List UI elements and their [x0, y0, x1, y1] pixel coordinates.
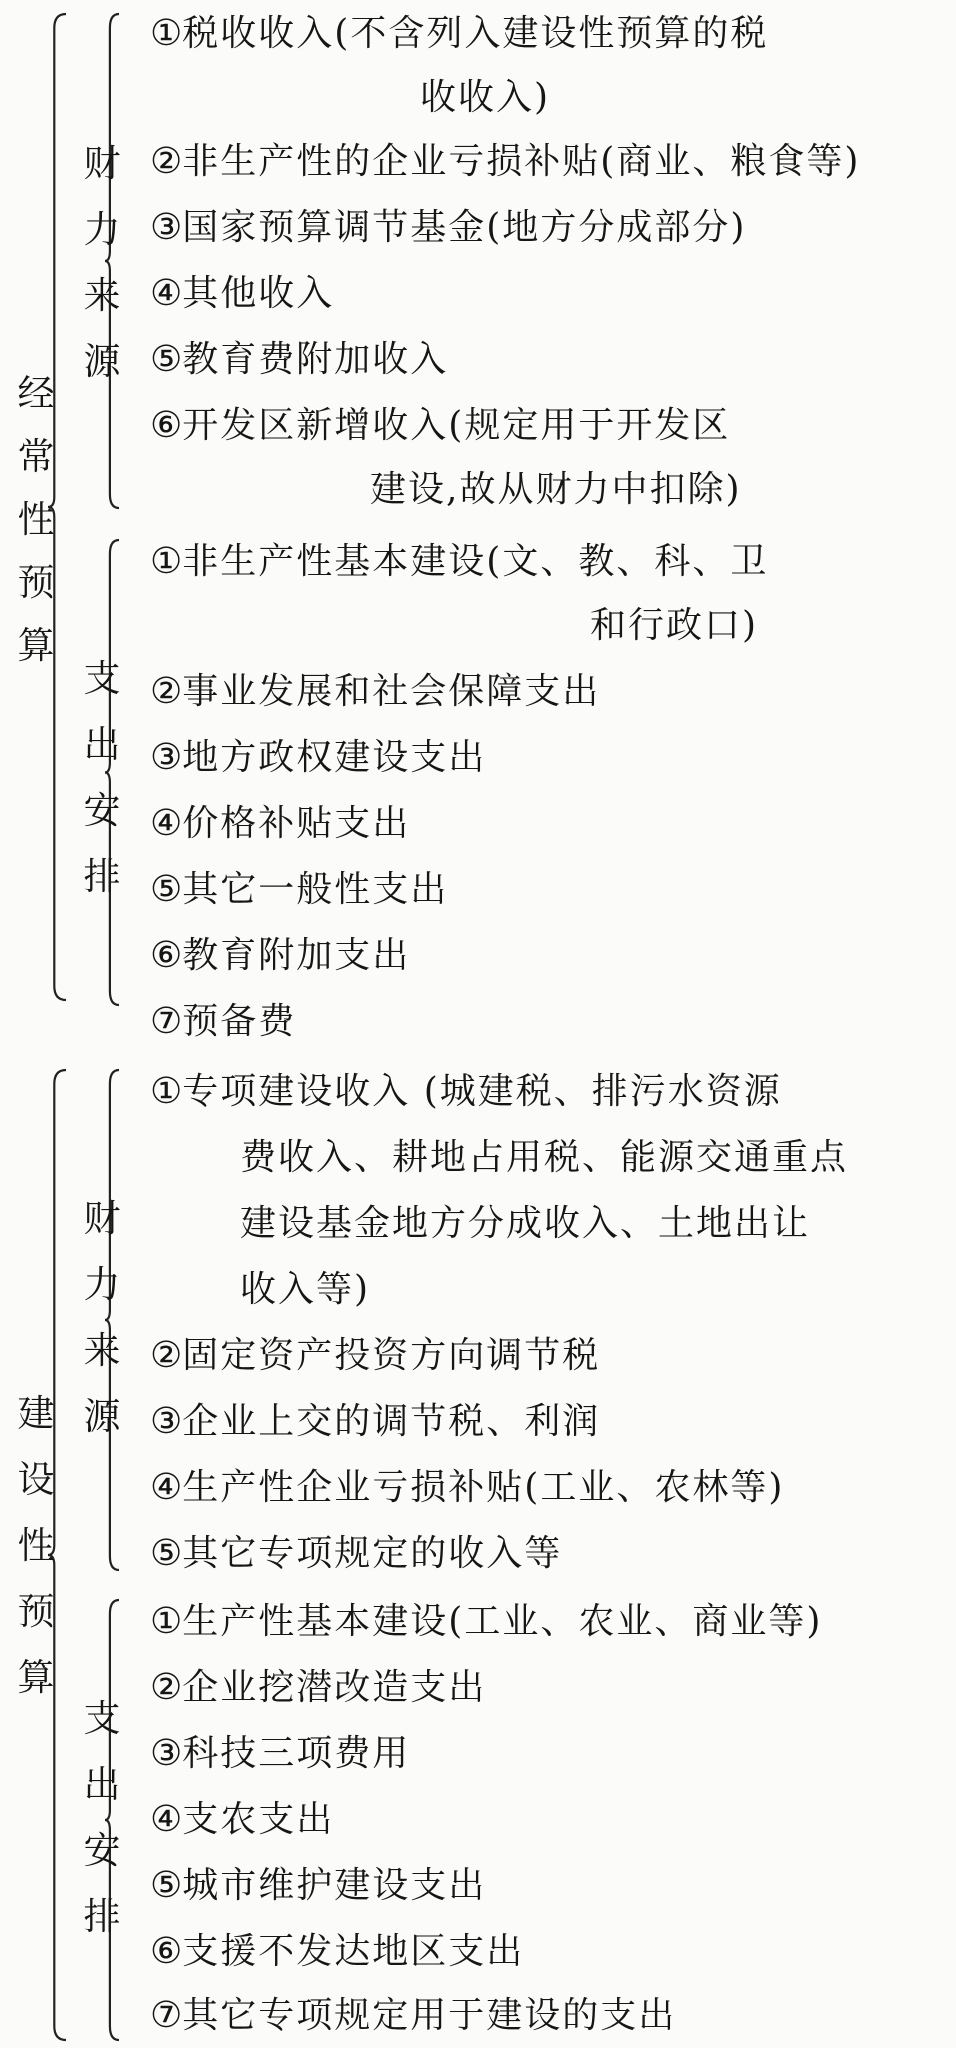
section-label-char: 性	[17, 498, 55, 541]
item-text: 收入等)	[240, 1269, 371, 1310]
item-number: ⑥	[150, 405, 183, 446]
group-label-income-sources	[80, 142, 124, 409]
list-item-recurring-income-6-cont	[370, 458, 742, 522]
list-item-recurring-expense-5	[150, 858, 448, 922]
item-text: 非生产性基本建设(文、教、科、卫	[182, 541, 769, 582]
group-label-expenditures	[80, 657, 124, 924]
item-number: ②	[150, 141, 183, 182]
item-text: 收收入)	[420, 77, 551, 118]
section-label-recurring-budget	[14, 372, 58, 690]
item-text: 教育费附加收入	[182, 339, 449, 380]
list-item-construction-income-1-cont	[240, 1126, 848, 1190]
section-label-char: 预	[17, 561, 55, 604]
item-text: 事业发展和社会保障支出	[182, 671, 601, 712]
list-item-construction-income-1	[150, 1060, 782, 1124]
group-label-char: 排	[83, 1895, 121, 1938]
group-label-income-sources	[80, 1197, 124, 1464]
item-number: ⑤	[150, 869, 183, 910]
group-label-char: 安	[83, 789, 121, 832]
list-item-construction-expense-1	[150, 1590, 822, 1654]
item-text: 价格补贴支出	[182, 803, 411, 844]
section-label-char: 建	[17, 1392, 55, 1435]
group-label-char: 源	[83, 1395, 121, 1438]
item-text: 地方政权建设支出	[182, 737, 487, 778]
list-item-construction-income-4	[150, 1456, 784, 1520]
group-label-char: 源	[83, 340, 121, 383]
item-number: ③	[150, 737, 183, 778]
group-label-char: 力	[83, 208, 121, 251]
list-item-recurring-expense-2	[150, 660, 600, 724]
item-number: ⑤	[150, 1865, 183, 1906]
list-item-recurring-expense-7	[150, 990, 296, 1054]
group-label-expenditures	[80, 1697, 124, 1964]
item-number: ③	[150, 207, 183, 248]
item-number: ②	[150, 1335, 183, 1376]
item-number: ④	[150, 1467, 183, 1508]
item-text: 其他收入	[182, 273, 335, 314]
item-number: ③	[150, 1401, 183, 1442]
section-label-char: 常	[17, 435, 55, 478]
item-text: 其它专项规定的收入等	[182, 1533, 563, 1574]
section-label-char: 算	[17, 624, 55, 667]
item-text: 预备费	[182, 1001, 297, 1042]
item-number: ①	[150, 13, 183, 54]
section-label-char: 设	[17, 1458, 55, 1501]
item-number: ②	[150, 671, 183, 712]
list-item-recurring-expense-4	[150, 792, 410, 856]
list-item-construction-income-5	[150, 1522, 562, 1586]
group-label-char: 排	[83, 855, 121, 898]
item-text: 非生产性的企业亏损补贴(商业、粮食等)	[182, 141, 861, 182]
item-number: ①	[150, 541, 183, 582]
item-text: 企业挖潜改造支出	[182, 1667, 487, 1708]
item-text: 开发区新增收入(规定用于开发区	[182, 405, 731, 446]
item-text: 其它专项规定用于建设的支出	[182, 1995, 677, 2036]
item-text: 其它一般性支出	[182, 869, 449, 910]
list-item-recurring-expense-1-cont	[590, 594, 758, 658]
list-item-recurring-income-2	[150, 130, 860, 194]
item-number: ⑥	[150, 1931, 183, 1972]
item-number: ①	[150, 1601, 183, 1642]
item-number: ⑦	[150, 1001, 183, 1042]
list-item-recurring-income-6	[150, 394, 730, 458]
list-item-recurring-income-5	[150, 328, 448, 392]
list-item-recurring-income-1-cont	[420, 66, 550, 130]
item-number: ⑦	[150, 1995, 183, 2036]
item-text: 生产性企业亏损补贴(工业、农林等)	[182, 1467, 785, 1508]
section-label-char: 性	[17, 1524, 55, 1567]
item-number: ⑥	[150, 935, 183, 976]
group-label-char: 财	[83, 142, 121, 185]
item-number: ④	[150, 1799, 183, 1840]
item-text: 国家预算调节基金(地方分成部分)	[182, 207, 747, 248]
item-number: ③	[150, 1733, 183, 1774]
item-number: ⑤	[150, 1533, 183, 1574]
item-text: 专项建设收入 (城建税、排污水资源	[182, 1071, 782, 1112]
list-item-construction-income-2	[150, 1324, 600, 1388]
list-item-recurring-income-1	[150, 2, 768, 66]
list-item-construction-expense-4	[150, 1788, 334, 1852]
item-text: 科技三项费用	[182, 1733, 411, 1774]
section-label-char: 预	[17, 1590, 55, 1633]
item-text: 教育附加支出	[182, 935, 411, 976]
item-number: ④	[150, 803, 183, 844]
group-label-char: 支	[83, 1697, 121, 1740]
list-item-construction-income-1-cont	[240, 1258, 370, 1322]
item-text: 企业上交的调节税、利润	[182, 1401, 601, 1442]
list-item-construction-expense-2	[150, 1656, 486, 1720]
item-number: ①	[150, 1071, 183, 1112]
item-text: 和行政口)	[590, 605, 759, 646]
list-item-recurring-income-3	[150, 196, 746, 260]
group-label-char: 来	[83, 1329, 121, 1372]
list-item-recurring-expense-3	[150, 726, 486, 790]
item-number: ⑤	[150, 339, 183, 380]
list-item-construction-income-1-cont	[240, 1192, 810, 1256]
list-item-construction-expense-3	[150, 1722, 410, 1786]
group-label-char: 力	[83, 1263, 121, 1306]
list-item-recurring-expense-1	[150, 530, 768, 594]
item-text: 生产性基本建设(工业、农业、商业等)	[182, 1601, 823, 1642]
item-text: 支农支出	[182, 1799, 335, 1840]
group-label-char: 安	[83, 1829, 121, 1872]
item-text: 税收收入(不含列入建设性预算的税	[182, 13, 769, 54]
item-text: 支援不发达地区支出	[182, 1931, 525, 1972]
list-item-recurring-income-4	[150, 262, 334, 326]
list-item-recurring-expense-6	[150, 924, 410, 988]
group-label-char: 出	[83, 1763, 121, 1806]
item-number: ②	[150, 1667, 183, 1708]
item-text: 固定资产投资方向调节税	[182, 1335, 601, 1376]
item-number: ④	[150, 273, 183, 314]
group-label-char: 支	[83, 657, 121, 700]
item-text: 城市维护建设支出	[182, 1865, 487, 1906]
section-label-construction-budget	[14, 1392, 58, 1725]
group-label-char: 财	[83, 1197, 121, 1240]
list-item-construction-expense-5	[150, 1854, 486, 1918]
list-item-construction-expense-7	[150, 1984, 676, 2048]
item-text: 费收入、耕地占用税、能源交通重点	[240, 1137, 849, 1178]
list-item-construction-income-3	[150, 1390, 600, 1454]
section-label-char: 算	[17, 1656, 55, 1699]
item-text: 建设,故从财力中扣除)	[370, 469, 742, 510]
section-label-char: 经	[17, 372, 55, 415]
list-item-construction-expense-6	[150, 1920, 524, 1984]
group-label-char: 出	[83, 723, 121, 766]
group-label-char: 来	[83, 274, 121, 317]
item-text: 建设基金地方分成收入、土地出让	[240, 1203, 811, 1244]
